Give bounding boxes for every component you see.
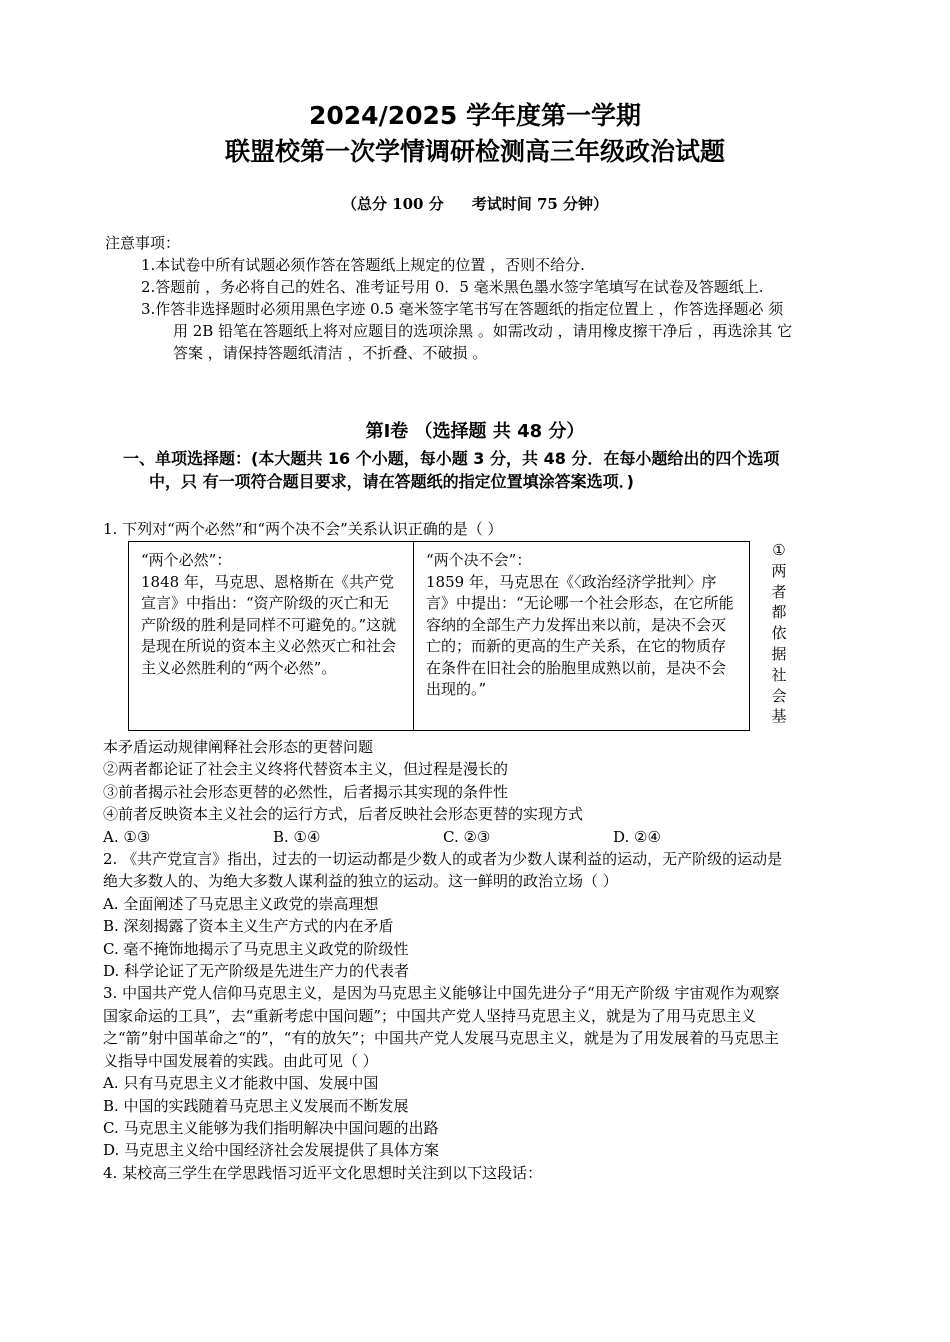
option-b: B. 中国的实践随着马克思主义发展而不断发展 bbox=[103, 1096, 409, 1115]
exam-title-line1: 2024/2025 学年度第一学期 bbox=[309, 101, 641, 130]
vertical-char: ① bbox=[772, 541, 786, 559]
mcq-heading: 一、单项选择题：(本大题共 16 个小题，每小题 3 分，共 48 分．在每小题给出的四个选项中，只 有一项符合题目要求，请在答题纸的指定位置填涂答案选项．) bbox=[123, 449, 780, 491]
vertical-char: 会 bbox=[771, 686, 787, 705]
option-c: C. 毫不掩饰地揭示了马克思主义政党的阶级性 bbox=[103, 939, 409, 958]
option-a: A. ①③ bbox=[103, 827, 151, 846]
question-3-stem: 3. 中国共产党人信仰马克思主义，是因为马克思主义能够让中国先进分子“用无产阶级 宇宙观作为观察国家命运的工具”，去“重新考虑中国问题”；中国共产党人坚持马克思主义，就是为了用马克思主义之“箭”射中国革命之“的”，“有的放矢”；中国共产党人发展马克思主义，就是为了用发展着的马克思主义指导中国发展着的实践。由此可见（ ） bbox=[103, 984, 780, 1070]
notice-item-3: 3.作答非选择题时必须用黑色字迹 0.5 毫米签字笔书写在答题纸的指定位置上 ，作答选择题必 须用 2B 铅笔在答题纸上将对应题目的选项涂黑 。如需改动 ，请用橡皮擦干净后 ，再选涂其 它答案 ，请保持答题纸清洁 ，不折叠、不破损 。 bbox=[141, 300, 793, 362]
vertical-char: 都 bbox=[771, 603, 787, 622]
exam-title-line2: 联盟校第一次学情调研检测高三年级政治试题 bbox=[224, 137, 725, 166]
notice-heading: 注意事项： bbox=[105, 234, 181, 252]
table-cell-two-inevitables: “两个必然”： 1848 年，马克思、恩格斯在《共产党宣言》中指出：“资产阶级的灭亡和无产阶级的胜利是同样不可避免的。”这就是现在所说的资本主义必然灭亡和社会主义必然胜利的“两个必然”。 bbox=[129, 542, 414, 730]
vertical-char: 基 bbox=[771, 707, 787, 726]
section-title: 第Ⅰ卷 （选择题 共 48 分） bbox=[365, 421, 585, 442]
option-b: B. 深刻揭露了资本主义生产方式的内在矛盾 bbox=[103, 917, 394, 936]
statement-3: ③前者揭示社会形态更替的必然性，后者揭示其实现的条件性 bbox=[103, 782, 509, 801]
option-a: A. 全面阐述了马克思主义政党的崇高理想 bbox=[103, 894, 379, 913]
question-1-table bbox=[128, 541, 750, 731]
vertical-char: 据 bbox=[771, 644, 787, 663]
option-d: D. 马克思主义给中国经济社会发展提供了具体方案 bbox=[103, 1141, 440, 1160]
notice-item-2: 2.答题前 ，务必将自己的姓名、准考证号用 0．5 毫米黑色墨水签字笔填写在试卷及答题纸上. bbox=[141, 278, 764, 296]
option-c: C. ②③ bbox=[443, 827, 491, 846]
exam-time: 考试时间 75 分钟） bbox=[471, 195, 609, 213]
vertical-char: 社 bbox=[771, 665, 787, 684]
vertical-char: 依 bbox=[771, 624, 787, 643]
question-2-stem: 2. 《共产党宣言》指出，过去的一切运动都是少数人的或者为少数人谋利益的运动，无产阶级的运动是绝大多数人的、为绝大多数人谋利益的独立的运动。这一鲜明的政治立场（ ） bbox=[103, 850, 783, 891]
statement-1-continuation: 本矛盾运动规律阐释社会形态的更替问题 bbox=[103, 738, 374, 756]
questions-body bbox=[103, 736, 783, 1184]
total-score: （总分 100 分 bbox=[341, 195, 444, 213]
question-1-options bbox=[103, 826, 783, 848]
question-4-stem: 4. 某校高三学生在学思践悟习近平文化思想时关注到以下这段话： bbox=[103, 1163, 543, 1182]
statement-4: ④前者反映资本主义社会的运行方式，后者反映社会形态更替的实现方式 bbox=[103, 805, 584, 824]
option-d: D. ②④ bbox=[613, 827, 661, 846]
exam-subtitle bbox=[0, 194, 950, 214]
option-b: B. ①④ bbox=[273, 827, 321, 846]
vertical-char: 两 bbox=[771, 561, 787, 580]
vertical-char: 者 bbox=[771, 582, 787, 601]
notice-section bbox=[105, 232, 795, 364]
notice-item-1: 1.本试卷中所有试题必须作答在答题纸上规定的位置 ，否则不给分. bbox=[141, 256, 585, 274]
option-a: A. 只有马克思主义才能救中国、发展中国 bbox=[103, 1074, 379, 1093]
statement-2: ②两者都论证了社会主义终将代替资本主义，但过程是漫长的 bbox=[103, 760, 509, 779]
option-d: D. 科学论证了无产阶级是先进生产力的代表者 bbox=[103, 962, 410, 981]
option-c: C. 马克思主义能够为我们指明解决中国问题的出路 bbox=[103, 1118, 439, 1137]
statement-1-vertical-text bbox=[768, 540, 790, 727]
table-cell-two-nevers: “两个决不会”： 1859 年，马克思在《〈政治经济学批判〉序言》中提出：“无论哪一个社会形态，在它所能容纳的全部生产力发挥出来以前，是决不会灭亡的；而新的更高的生产关系，在它的物质存在条件在旧社会的胎胞里成熟以前，是决不会出现的。” bbox=[426, 551, 734, 698]
question-1-stem: 1. 下列对“两个必然”和“两个决不会”关系认识正确的是（ ） bbox=[103, 520, 503, 538]
